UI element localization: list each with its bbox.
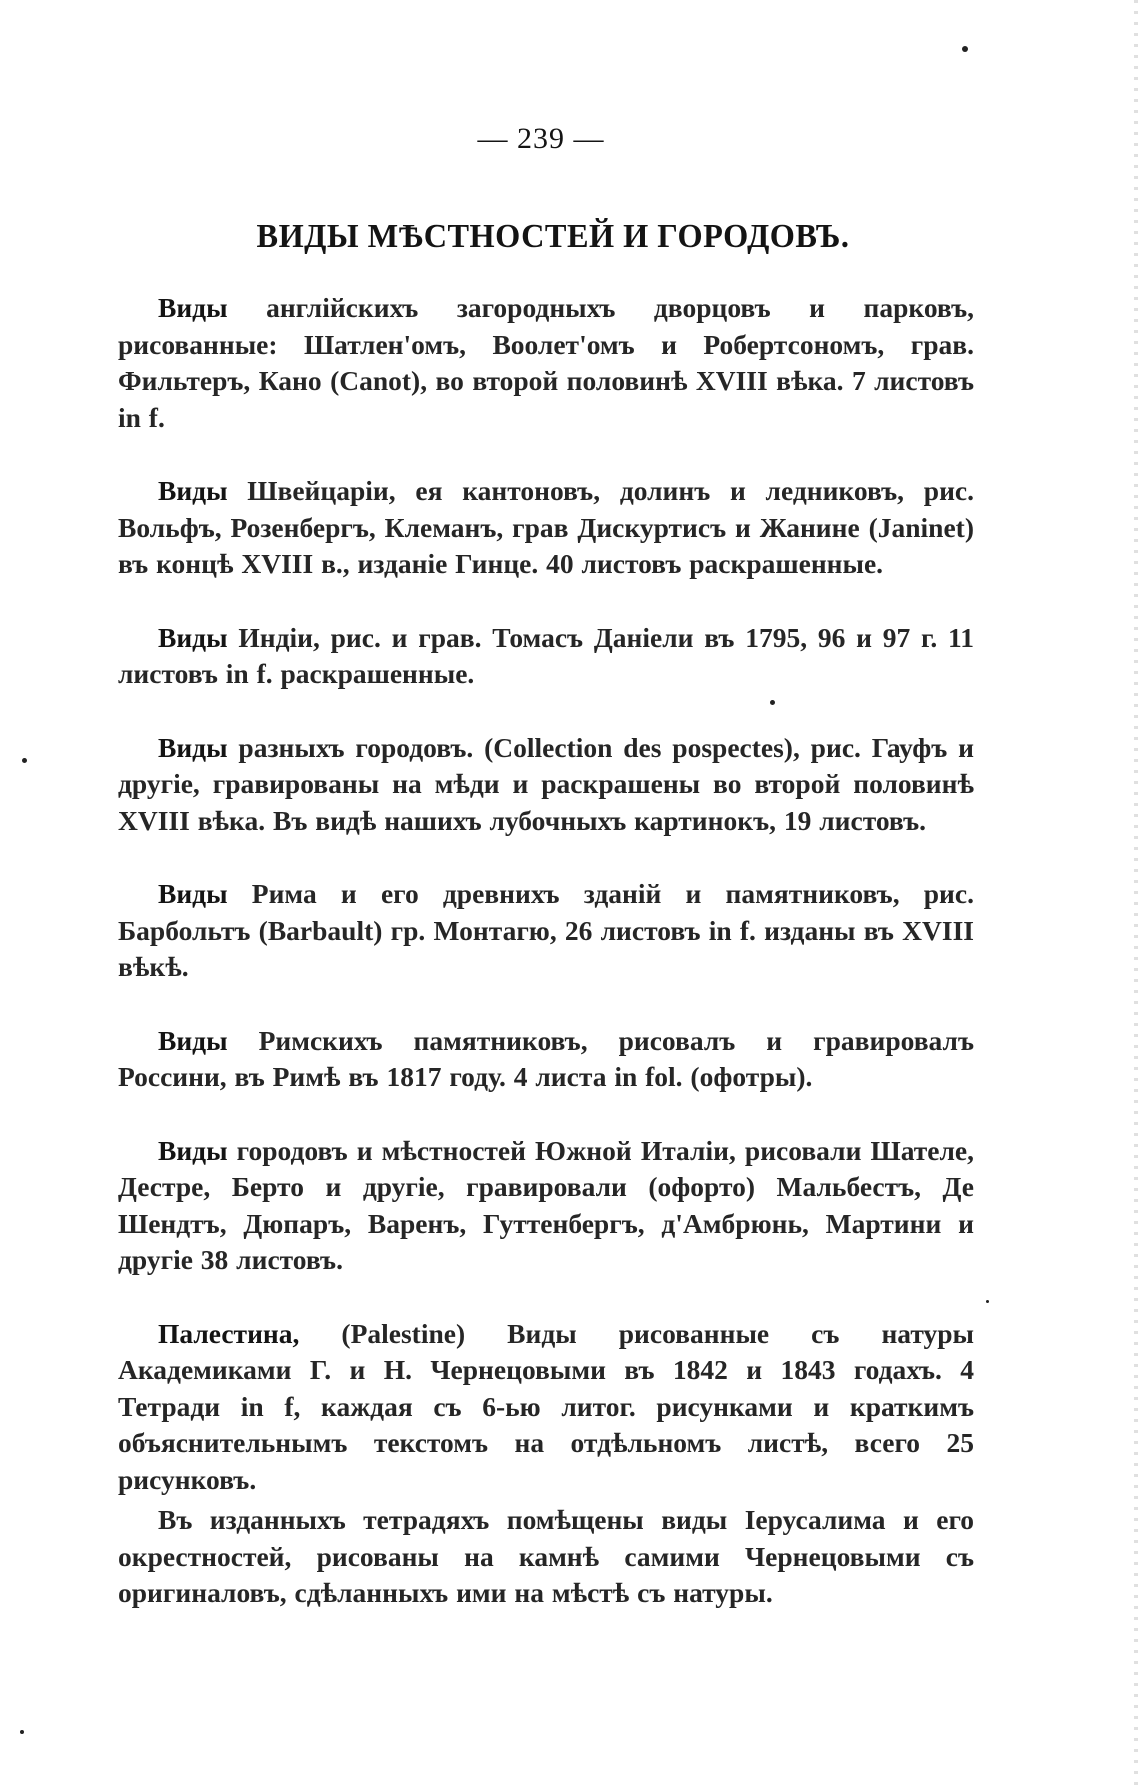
- entry-text: (Palestine) Виды рисованные съ натуры Академиками Г. и Н. Чернецовыми въ 1842 и 1843 годахъ. 4 Тетради in f, каждая съ 6-ью литог. рисунками и краткимъ объяснительнымъ текстомъ на отдѣльномъ листѣ, всего 25 рисунковъ.: [118, 1317, 974, 1495]
- entry-text: разныхъ городовъ. (Collection des pospectes), рис. Гауфъ и другіе, гравированы на мѣди и раскрашены во второй половинѣ XVIII вѣка. Въ видѣ нашихъ лубочныхъ картинокъ, 19 листовъ.: [118, 731, 974, 836]
- entry-text: Индіи, рис. и грав. Томасъ Даніели въ 1795, 96 и 97 г. 11 листовъ in f. раскрашенные.: [118, 621, 974, 689]
- scan-speck: [20, 1730, 24, 1734]
- entry-text: Римскихъ памятниковъ, рисовалъ и гравировалъ Россини, въ Римѣ въ 1817 году. 4 листа in fol. (офотры).: [118, 1024, 974, 1092]
- note-text: Въ изданныхъ тетрадяхъ помѣщены виды Іерусалима и его окрестностей, рисованы на камнѣ самими Чернецовыми съ оригиналовъ, сдѣланныхъ ими на мѣстѣ съ натуры.: [118, 1504, 974, 1608]
- entry-views-rome: [118, 876, 974, 986]
- entry-palestine-note: [118, 1502, 974, 1612]
- scan-edge-artifact: [1134, 0, 1138, 1792]
- entry-views-roman-monuments: [118, 1023, 974, 1096]
- entry-views-various-cities: [118, 730, 974, 840]
- entry-palestine: [118, 1316, 974, 1499]
- entries-list: [118, 290, 974, 1649]
- entry-lead: Виды: [158, 292, 228, 323]
- page-number: — 239 —: [477, 122, 605, 155]
- entry-lead: Палестина,: [158, 1317, 300, 1349]
- entry-lead: Виды: [158, 475, 228, 506]
- scan-speck: [962, 46, 968, 52]
- scan-speck: [986, 1300, 989, 1303]
- entry-lead: Виды: [158, 621, 228, 653]
- entry-text: англійскихъ загородныхъ дворцовъ и парковъ, рисованные: Шатлен'омъ, Воолет'омъ и Робертсономъ, грав. Фильтеръ, Кано (Canot), во второй половинѣ XVIII вѣка. 7 листовъ in f.: [118, 292, 974, 433]
- entry-views-india: [118, 620, 974, 693]
- scan-speck: [770, 700, 775, 705]
- entry-lead: Виды: [158, 731, 228, 763]
- entry-views-switzerland: [118, 473, 974, 583]
- scan-speck: [22, 758, 27, 763]
- page-title: ВИДЫ МѢСТНОСТЕЙ И ГОРОДОВЪ.: [256, 218, 850, 255]
- entry-lead: Виды: [158, 878, 228, 909]
- entry-text: городовъ и мѣстностей Южной Италіи, рисовали Шателе, Дестре, Берто и другіе, гравировали (офорто) Мальбестъ, Де Шендтъ, Дюпаръ, Варенъ, Гуттенбергъ, д'Амбрюнь, Мартини и другіе 38 листовъ.: [118, 1134, 974, 1275]
- entry-views-english-palaces: [118, 290, 974, 436]
- entry-lead: Виды: [158, 1134, 228, 1166]
- entry-text: Швейцаріи, ея кантоновъ, долинъ и ледниковъ, рис. Вольфъ, Розенбергъ, Клеманъ, грав Дискуртисъ и Жанине (Janinet) въ концѣ XVIII в., изданіе Гинце. 40 листовъ раскрашенные.: [118, 475, 974, 579]
- entry-lead: Виды: [158, 1024, 228, 1056]
- entry-views-southern-italy: [118, 1133, 974, 1279]
- entry-text: Рима и его древнихъ зданій и памятниковъ, рис. Барбольтъ (Barbault) гр. Монтагю, 26 листовъ in f. изданы въ XVIII вѣкѣ.: [118, 878, 974, 982]
